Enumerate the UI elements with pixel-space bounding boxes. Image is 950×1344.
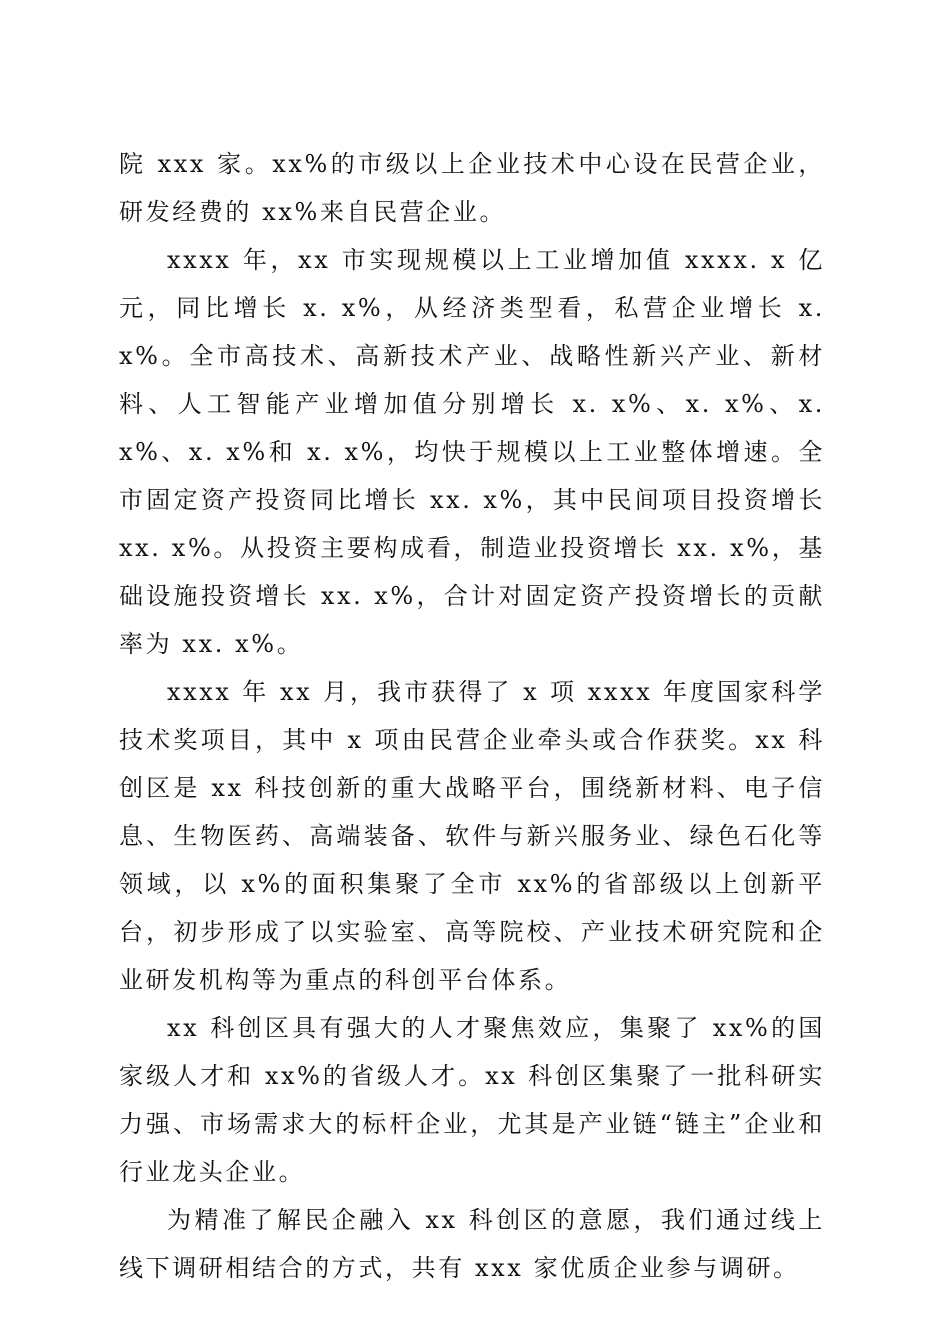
paragraph-4: xx 科创区具有强大的人才聚焦效应，集聚了 xx%的国家级人才和 xx%的省级人才。xx 科创区集聚了一批科研实力强、市场需求大的标杆企业，尤其是产业链“链主”企业和行业龙头企业。 — [119, 1014, 825, 1186]
paragraph-1: 院 xxx 家。xx%的市级以上企业技术中心设在民营企业，研发经费的 xx%来自民营企业。 — [119, 150, 825, 226]
document-body — [119, 140, 825, 1292]
paragraph-2: xxxx 年，xx 市实现规模以上工业增加值 xxxx. x 亿元，同比增长 x. x%，从经济类型看，私营企业增长 x. x%。全市高技术、高新技术产业、战略性新兴产业、新材料、人工智能产业增加值分别增长 x. x%、x. x%、x. x%、x. x%和 x. x%，均快于规模以上工业整体增速。全市固定资产投资同比增长 xx. x%，其中民间项目投资增长 xx. x%。从投资主要构成看，制造业投资增长 xx. x%，基础设施投资增长 xx. x%，合计对固定资产投资增长的贡献率为 xx. x%。 — [119, 246, 825, 658]
paragraph-5: 为精准了解民企融入 xx 科创区的意愿，我们通过线上线下调研相结合的方式，共有 xxx 家优质企业参与调研。 — [119, 1206, 825, 1282]
paragraph-3: xxxx 年 xx 月，我市获得了 x 项 xxxx 年度国家科学技术奖项目，其中 x 项由民营企业牵头或合作获奖。xx 科创区是 xx 科技创新的重大战略平台，围绕新材料、电子信息、生物医药、高端装备、软件与新兴服务业、绿色石化等领域，以 x%的面积集聚了全市 xx%的省部级以上创新平台，初步形成了以实验室、高等院校、产业技术研究院和企业研发机构等为重点的科创平台体系。 — [119, 678, 825, 994]
